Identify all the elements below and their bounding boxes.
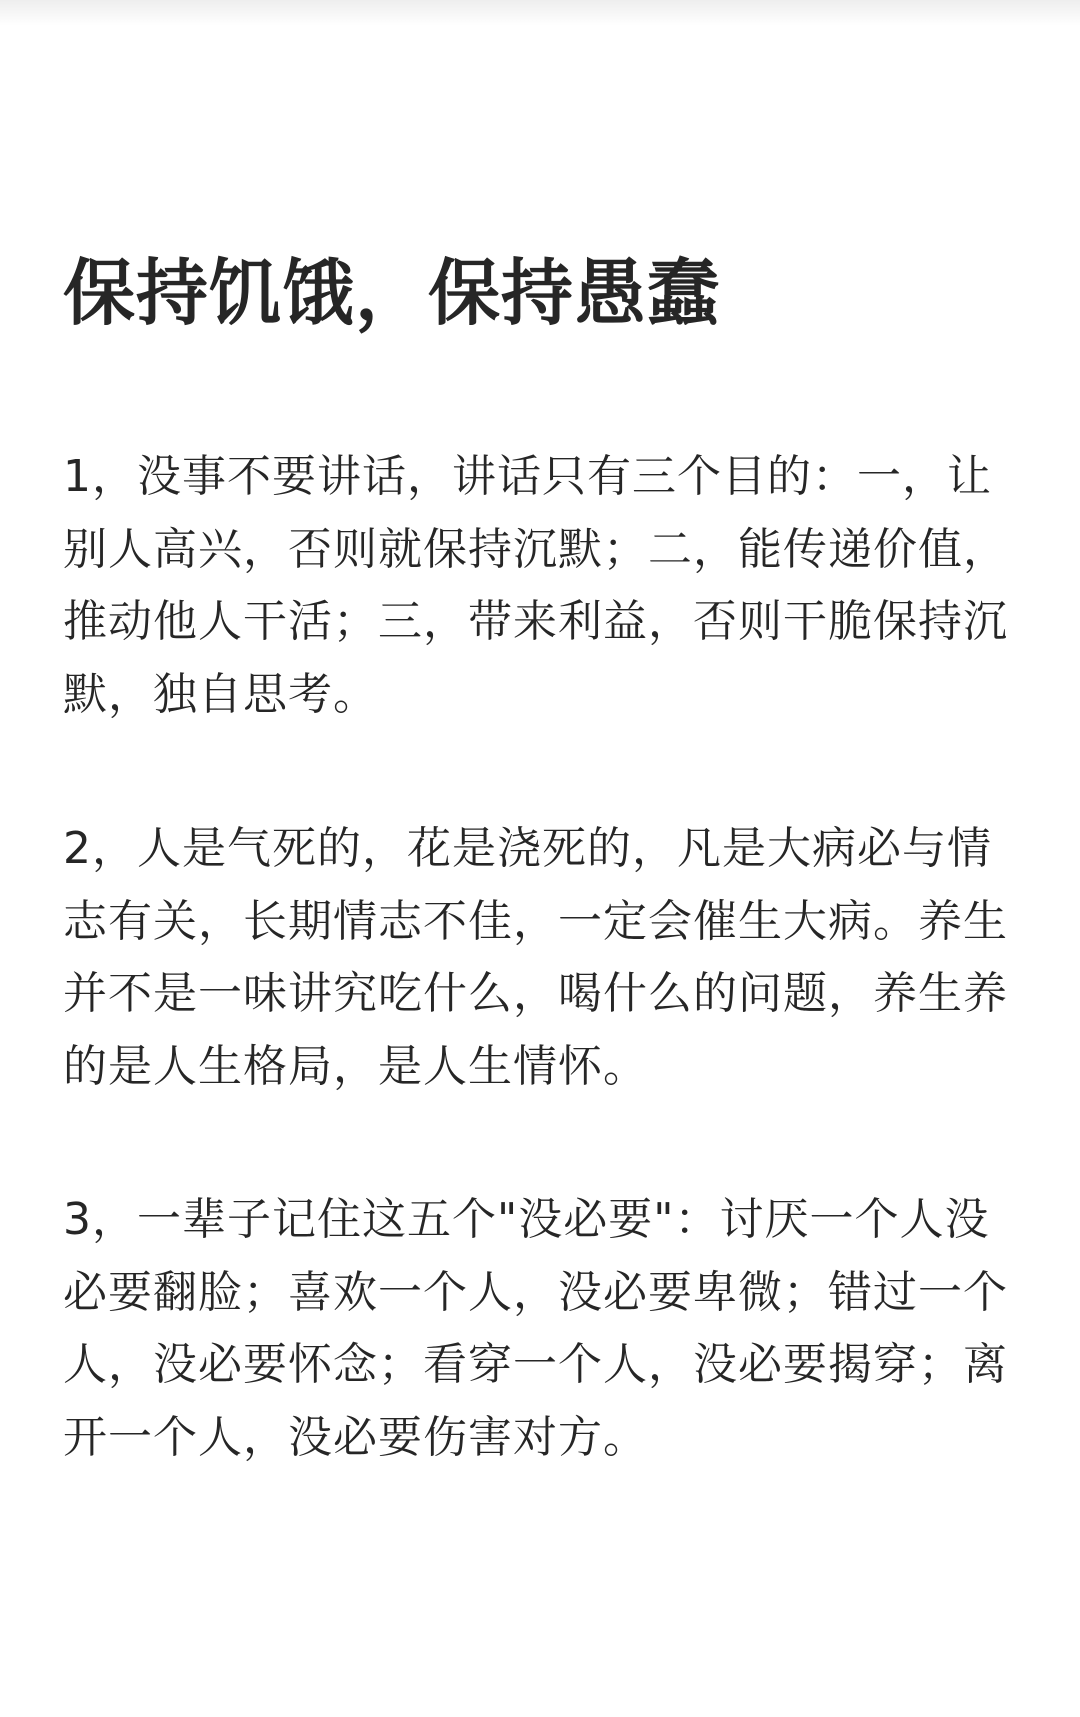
paragraph-3: 3，一辈子记住这五个"没必要"：讨厌一个人没必要翻脸；喜欢一个人，没必要卑微；错过一个人，没必要怀念；看穿一个人，没必要揭穿；离开一个人，没必要伤害对方。	[63, 1194, 1008, 1463]
paragraph-2: 2，人是气死的，花是浇死的，凡是大病必与情志有关，长期情志不佳，一定会催生大病。养生并不是一味讲究吃什么，喝什么的问题，养生养的是人生格局，是人生情怀。	[63, 823, 1008, 1092]
article	[63, 248, 1023, 1463]
paragraph-1: 1，没事不要讲话，讲话只有三个目的：一，让别人高兴，否则就保持沉默；二，能传递价值，推动他人干活；三，带来利益，否则干脆保持沉默，独自思考。	[63, 451, 1008, 720]
article-title: 保持饥饿，保持愚蠢	[63, 251, 721, 335]
top-edge-shadow	[0, 0, 1080, 26]
